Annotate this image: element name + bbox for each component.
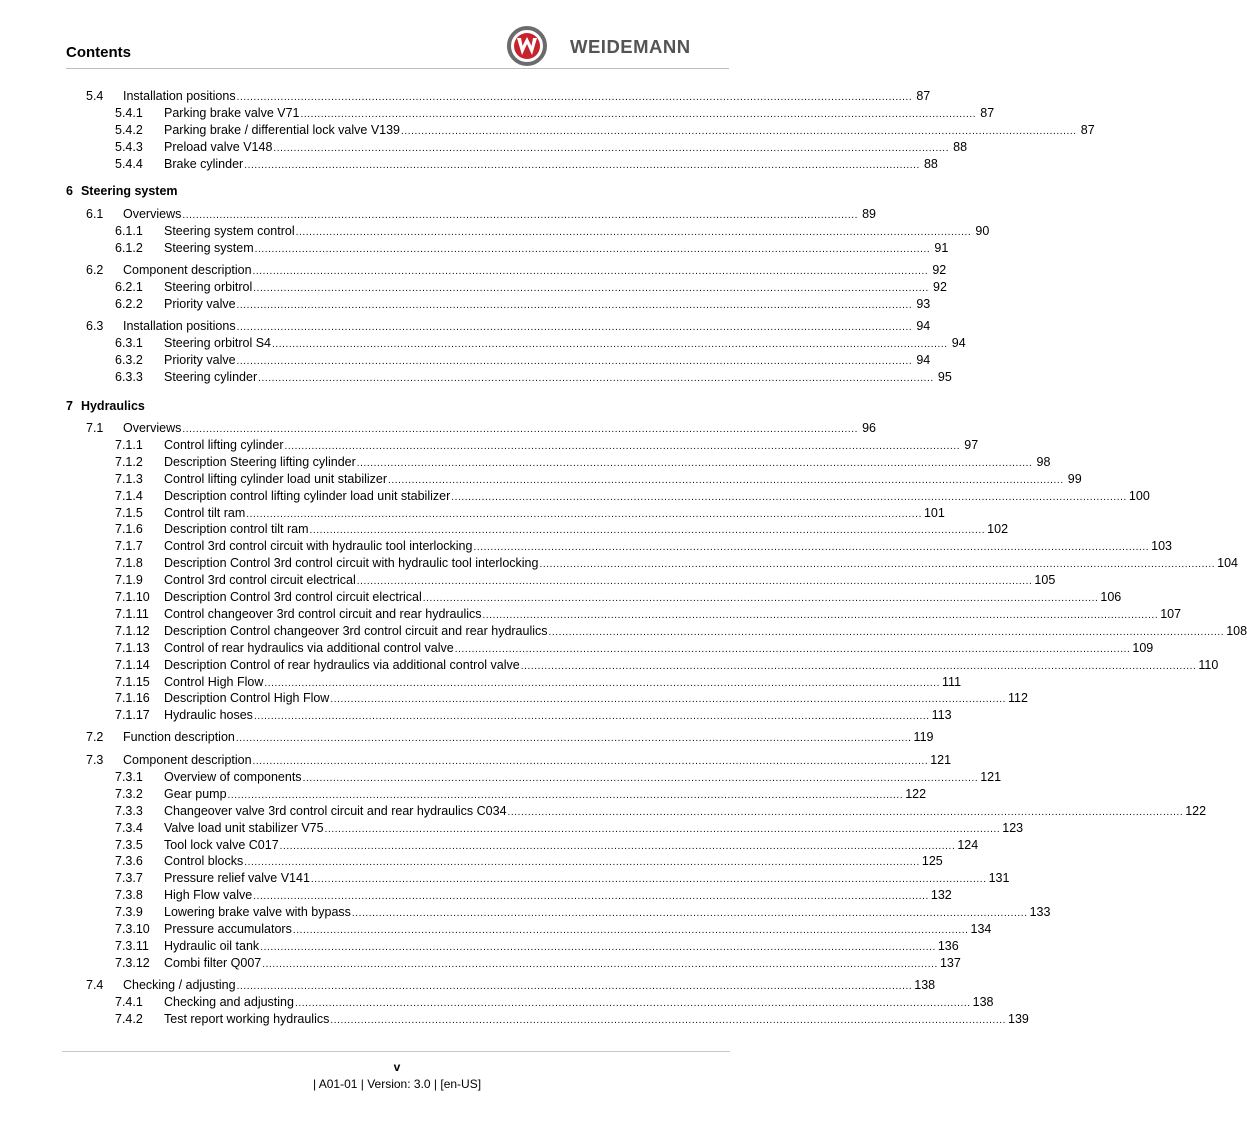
toc-entry[interactable] bbox=[115, 820, 1024, 836]
toc-entry-page: 119 bbox=[913, 730, 934, 744]
toc-dot-leader: ........................................................................................................................................................................................................ bbox=[252, 266, 929, 277]
toc-entry-number: 7.1.2 bbox=[115, 454, 143, 469]
toc-entry-number: 7.4 bbox=[86, 978, 104, 992]
toc-entry-number: 6.1.2 bbox=[115, 240, 143, 255]
toc-dot-leader: ........................................................................................................................................................................................................ bbox=[294, 997, 971, 1009]
toc-entry-title: Control High Flow bbox=[164, 674, 264, 689]
toc-entry-number: 6.2.1 bbox=[115, 279, 143, 294]
toc-entry-page: 87 bbox=[916, 89, 931, 103]
toc-dot-leader: ........................................................................................................................................................................................................ bbox=[260, 941, 936, 953]
toc-entry-title: Tool lock valve C017 bbox=[164, 837, 279, 852]
toc-entry-page: 92 bbox=[933, 279, 947, 294]
toc-dot-leader: ........................................................................................................................................................................................................ bbox=[284, 440, 961, 452]
toc-entry-title: Overview of components bbox=[164, 769, 302, 784]
toc-entry[interactable] bbox=[115, 803, 1207, 819]
toc-entry-page: 101 bbox=[923, 505, 945, 520]
toc-entry-title: Checking and adjusting bbox=[164, 994, 294, 1009]
toc-entry-title: Description control tilt ram bbox=[164, 522, 309, 537]
toc-entry-page: 131 bbox=[988, 871, 1010, 886]
toc-entry-number: 6.3.2 bbox=[115, 352, 143, 367]
toc-entry-title: Description Control changeover 3rd control circuit and rear hydraulics bbox=[164, 623, 548, 638]
weidemann-w-logo-icon bbox=[506, 26, 550, 66]
toc-dot-leader: ........................................................................................................................................................................................................ bbox=[253, 891, 929, 903]
toc-entry-number: 7.2 bbox=[86, 730, 104, 744]
toc-entry-page: 104 bbox=[1217, 556, 1238, 571]
toc-entry-number: 7.3.4 bbox=[115, 820, 143, 835]
toc-entry[interactable] bbox=[115, 870, 1010, 886]
toc-entry-title: Control 3rd control circuit electrical bbox=[164, 573, 356, 588]
toc-dot-leader: ........................................................................................................................................................................................................ bbox=[258, 372, 934, 384]
toc-entry[interactable] bbox=[86, 318, 931, 334]
toc-entry-page: 138 bbox=[972, 994, 994, 1009]
toc-entry-number: 7.4.1 bbox=[115, 994, 143, 1009]
toc-chapter-heading[interactable] bbox=[66, 397, 145, 415]
toc-entry-title: Priority valve bbox=[164, 352, 236, 367]
toc-entry[interactable] bbox=[115, 1011, 1029, 1027]
toc-entry[interactable] bbox=[86, 977, 936, 993]
toc-entry[interactable] bbox=[115, 122, 1095, 138]
toc-entry[interactable] bbox=[115, 488, 1150, 504]
toc-entry[interactable] bbox=[115, 505, 945, 521]
toc-entry-number: 6.1 bbox=[86, 207, 104, 221]
page-title: Contents bbox=[66, 44, 131, 61]
toc-entry-page: 138 bbox=[914, 978, 936, 992]
toc-entry-title: Steering orbitrol bbox=[164, 279, 253, 294]
toc-entry-page: 94 bbox=[951, 335, 966, 350]
toc-entry[interactable] bbox=[86, 88, 931, 104]
toc-entry[interactable] bbox=[115, 538, 1172, 554]
toc-entry-title: Description Control High Flow bbox=[164, 691, 330, 706]
toc-entry[interactable] bbox=[115, 938, 959, 954]
toc-entry-title: Description Control 3rd control circuit electrical bbox=[164, 590, 422, 604]
toc-entry[interactable] bbox=[115, 555, 1238, 571]
footer-divider bbox=[62, 1051, 730, 1052]
toc-entry-page: 107 bbox=[1160, 606, 1182, 621]
toc-entry-title: Hydraulic hoses bbox=[164, 708, 253, 723]
toc-dot-leader: ........................................................................................................................................................................................................ bbox=[236, 355, 913, 367]
chapter-number: 6 bbox=[66, 184, 73, 198]
toc-entry[interactable] bbox=[115, 853, 943, 869]
toc-entry-number: 7.1.9 bbox=[115, 573, 143, 588]
toc-dot-leader: ........................................................................................................................................................................................................ bbox=[351, 908, 1028, 920]
toc-entry-title: Test report working hydraulics bbox=[164, 1011, 330, 1026]
toc-entry-page: 87 bbox=[980, 105, 995, 120]
toc-entry-number: 7.1.3 bbox=[115, 471, 143, 486]
toc-dot-leader: ........................................................................................................................................................................................................ bbox=[539, 559, 1216, 571]
toc-entry-number: 7.1.15 bbox=[115, 674, 150, 689]
toc-dot-leader: ........................................................................................................................................................................................................ bbox=[253, 711, 930, 723]
toc-entry-page: 125 bbox=[921, 854, 943, 869]
toc-entry[interactable] bbox=[115, 640, 1154, 656]
toc-entry[interactable] bbox=[115, 240, 949, 256]
toc-entry-page: 110 bbox=[1198, 657, 1219, 672]
toc-dot-leader: ........................................................................................................................................................................................................ bbox=[309, 525, 986, 537]
toc-dot-leader: ........................................................................................................................................................................................................ bbox=[236, 92, 913, 103]
toc-entry-page: 139 bbox=[1008, 1011, 1029, 1026]
toc-entry-number: 7.1.8 bbox=[115, 556, 143, 571]
toc-dot-leader: ........................................................................................................................................................................................................ bbox=[295, 226, 972, 238]
toc-entry-title: Overviews bbox=[123, 207, 182, 221]
toc-entry-page: 133 bbox=[1029, 905, 1051, 920]
toc-entry-title: Parking brake valve V71 bbox=[164, 105, 300, 120]
toc-entry-title: Steering cylinder bbox=[164, 369, 258, 384]
toc-entry-page: 122 bbox=[905, 786, 927, 801]
toc-dot-leader: ........................................................................................................................................................................................................ bbox=[356, 576, 1033, 588]
toc-entry-title: Description Steering lifting cylinder bbox=[164, 454, 356, 469]
toc-entry[interactable] bbox=[115, 589, 1122, 605]
toc-dot-leader: ........................................................................................................................................................................................................ bbox=[244, 857, 920, 869]
toc-entry[interactable] bbox=[86, 420, 877, 436]
toc-entry-title: Parking brake / differential lock valve V139 bbox=[164, 122, 401, 137]
toc-entry[interactable] bbox=[115, 156, 938, 172]
toc-entry[interactable] bbox=[115, 994, 994, 1010]
toc-entry-page: 98 bbox=[1036, 454, 1051, 469]
toc-entry-title: Steering orbitrol S4 bbox=[164, 335, 272, 350]
toc-entry-page: 123 bbox=[1002, 820, 1024, 835]
toc-dot-leader: ........................................................................................................................................................................................................ bbox=[262, 958, 938, 970]
toc-entry-number: 7.4.2 bbox=[115, 1011, 143, 1026]
toc-entry[interactable] bbox=[115, 707, 952, 723]
toc-entry-title: Changeover valve 3rd control circuit and rear hydraulics C034 bbox=[164, 803, 507, 818]
toc-entry-number: 6.3 bbox=[86, 319, 104, 333]
toc-dot-leader: ........................................................................................................................................................................................................ bbox=[182, 424, 859, 435]
toc-dot-leader: ........................................................................................................................................................................................................ bbox=[548, 626, 1225, 638]
toc-entry[interactable] bbox=[115, 690, 1028, 706]
toc-entry[interactable] bbox=[115, 606, 1182, 622]
toc-entry-title: Preload valve V148 bbox=[164, 139, 273, 154]
chapter-title: Steering system bbox=[80, 184, 178, 198]
toc-dot-leader: ........................................................................................................................................................................................................ bbox=[236, 322, 913, 333]
toc-entry-number: 7.3.7 bbox=[115, 871, 143, 886]
brand-name: WEIDEMANN bbox=[570, 36, 691, 57]
toc-entry-page: 91 bbox=[934, 240, 949, 255]
toc-entry-number: 7.1.6 bbox=[115, 522, 143, 537]
toc-entry[interactable] bbox=[115, 674, 962, 690]
toc-dot-leader: ........................................................................................................................................................................................................ bbox=[388, 474, 1064, 486]
toc-entry-title: Control of rear hydraulics via additional control valve bbox=[164, 640, 454, 655]
toc-entry-number: 7.1.16 bbox=[115, 691, 150, 706]
toc-entry[interactable] bbox=[115, 454, 1051, 470]
toc-entry-page: 106 bbox=[1100, 590, 1122, 604]
toc-entry-number: 6.2 bbox=[86, 263, 104, 277]
toc-entry-page: 111 bbox=[942, 674, 962, 689]
toc-entry[interactable] bbox=[115, 521, 1009, 537]
toc-entry[interactable] bbox=[115, 904, 1051, 920]
toc-dot-leader: ........................................................................................................................................................................................................ bbox=[482, 609, 1159, 621]
toc-entry-page: 132 bbox=[930, 888, 952, 903]
toc-entry-page: 121 bbox=[930, 753, 952, 767]
toc-dot-leader: ........................................................................................................................................................................................................ bbox=[507, 806, 1184, 818]
toc-entry-page: 88 bbox=[923, 156, 938, 171]
toc-entry[interactable] bbox=[115, 955, 961, 971]
toc-entry[interactable] bbox=[115, 279, 947, 295]
toc-entry-page: 103 bbox=[1151, 539, 1172, 554]
brand-logo bbox=[506, 26, 721, 66]
toc-entry[interactable] bbox=[115, 352, 931, 368]
toc-entry[interactable] bbox=[115, 471, 1082, 487]
toc-entry-number: 5.4.1 bbox=[115, 105, 143, 120]
toc-entry[interactable] bbox=[115, 572, 1056, 588]
toc-entry-page: 105 bbox=[1034, 573, 1056, 588]
toc-entry-page: 93 bbox=[916, 296, 931, 311]
toc-entry-number: 6.2.2 bbox=[115, 296, 143, 311]
toc-entry[interactable] bbox=[115, 657, 1219, 673]
toc-entry-number: 7.1 bbox=[86, 421, 104, 435]
toc-entry[interactable] bbox=[115, 437, 979, 453]
chapter-title: Hydraulics bbox=[80, 399, 145, 413]
toc-entry-title: Function description bbox=[123, 730, 235, 744]
toc-entry-number: 7.1.17 bbox=[115, 708, 150, 723]
toc-entry-page: 100 bbox=[1128, 488, 1150, 503]
toc-entry-number: 7.1.4 bbox=[115, 488, 143, 503]
toc-entry-number: 7.1.13 bbox=[115, 640, 150, 655]
toc-entry-title: Control blocks bbox=[164, 854, 244, 869]
toc-dot-leader: ........................................................................................................................................................................................................ bbox=[330, 1014, 1007, 1026]
toc-entry-page: 122 bbox=[1185, 803, 1207, 818]
toc-entry-title: Installation positions bbox=[123, 89, 236, 103]
toc-entry-number: 7.3.11 bbox=[115, 938, 149, 953]
toc-entry[interactable] bbox=[115, 623, 1247, 639]
toc-dot-leader: ........................................................................................................................................................................................................ bbox=[451, 491, 1127, 503]
toc-entry[interactable] bbox=[86, 729, 934, 745]
toc-entry-title: Overviews bbox=[123, 421, 182, 435]
toc-dot-leader: ........................................................................................................................................................................................................ bbox=[182, 210, 859, 221]
toc-entry-number: 6.3.3 bbox=[115, 369, 143, 384]
toc-entry-title: Lowering brake valve with bypass bbox=[164, 905, 351, 920]
toc-dot-leader: ........................................................................................................................................................................................................ bbox=[252, 756, 929, 767]
toc-entry-title: Control lifting cylinder load unit stabilizer bbox=[164, 471, 388, 486]
toc-dot-leader: ........................................................................................................................................................................................................ bbox=[401, 125, 1077, 137]
toc-entry-title: Combi filter Q007 bbox=[164, 955, 262, 970]
toc-entry-number: 7.1.5 bbox=[115, 505, 143, 520]
toc-entry[interactable] bbox=[115, 887, 952, 903]
toc-dot-leader: ........................................................................................................................................................................................................ bbox=[253, 282, 929, 294]
toc-entry-number: 5.4.3 bbox=[115, 139, 143, 154]
toc-entry-title: Control changeover 3rd control circuit and rear hydraulics bbox=[164, 606, 482, 621]
toc-dot-leader: ........................................................................................................................................................................................................ bbox=[310, 874, 987, 886]
toc-entry[interactable] bbox=[115, 921, 992, 937]
toc-entry-number: 7.3.3 bbox=[115, 803, 143, 818]
toc-entry[interactable] bbox=[115, 786, 927, 802]
toc-entry[interactable] bbox=[86, 752, 952, 768]
toc-chapter-heading[interactable] bbox=[66, 182, 178, 200]
toc-entry-page: 94 bbox=[916, 319, 931, 333]
toc-entry-page: 87 bbox=[1080, 122, 1095, 137]
toc-entry-page: 102 bbox=[987, 522, 1009, 537]
toc-entry-number: 7.3.5 bbox=[115, 837, 143, 852]
toc-entry[interactable] bbox=[86, 262, 947, 278]
toc-entry[interactable] bbox=[115, 369, 952, 385]
toc-dot-leader: ........................................................................................................................................................................................................ bbox=[473, 542, 1150, 554]
toc-entry-page: 121 bbox=[980, 769, 1002, 784]
toc-entry-page: 108 bbox=[1226, 623, 1247, 638]
toc-entry-number: 7.3.1 bbox=[115, 769, 143, 784]
toc-dot-leader: ........................................................................................................................................................................................................ bbox=[520, 660, 1197, 672]
toc-dot-leader: ........................................................................................................................................................................................................ bbox=[279, 840, 956, 852]
document-version: | A01-01 | Version: 3.0 | [en-US] bbox=[312, 1077, 482, 1091]
toc-entry-number: 7.3.8 bbox=[115, 888, 143, 903]
toc-entry-number: 6.3.1 bbox=[115, 335, 143, 350]
toc-entry[interactable] bbox=[115, 335, 966, 351]
toc-entry[interactable] bbox=[86, 206, 877, 222]
toc-entry-page: 124 bbox=[957, 837, 979, 852]
toc-entry[interactable] bbox=[115, 837, 979, 853]
toc-dot-leader: ........................................................................................................................................................................................................ bbox=[292, 925, 969, 936]
chapter-number: 7 bbox=[66, 399, 73, 413]
toc-entry-number: 7.1.7 bbox=[115, 539, 143, 554]
toc-dot-leader: ........................................................................................................................................................................................................ bbox=[227, 789, 904, 801]
toc-entry-number: 7.3.10 bbox=[115, 922, 150, 936]
toc-entry[interactable] bbox=[115, 223, 990, 239]
toc-entry-page: 89 bbox=[862, 207, 877, 221]
toc-entry-number: 7.1.12 bbox=[115, 623, 150, 638]
toc-entry-title: High Flow valve bbox=[164, 888, 253, 903]
toc-entry[interactable] bbox=[115, 139, 968, 155]
toc-entry-page: 113 bbox=[931, 708, 952, 723]
toc-dot-leader: ........................................................................................................................................................................................................ bbox=[330, 694, 1007, 706]
toc-entry-page: 134 bbox=[970, 922, 992, 936]
toc-entry[interactable] bbox=[115, 296, 931, 312]
toc-entry-page: 95 bbox=[937, 369, 952, 384]
toc-entry-title: Description Control of rear hydraulics via additional control valve bbox=[164, 657, 520, 672]
toc-entry-title: Steering system control bbox=[164, 223, 295, 238]
toc-entry-title: Control lifting cylinder bbox=[164, 437, 284, 452]
toc-entry-page: 112 bbox=[1008, 691, 1028, 706]
toc-entry-title: Installation positions bbox=[123, 319, 236, 333]
toc-dot-leader: ........................................................................................................................................................................................................ bbox=[244, 159, 920, 171]
toc-entry-title: Description control lifting cylinder load unit stabilizer bbox=[164, 488, 451, 503]
toc-entry-title: Checking / adjusting bbox=[123, 978, 236, 992]
toc-entry-title: Hydraulic oil tank bbox=[164, 938, 260, 953]
toc-entry-title: Control 3rd control circuit with hydraulic tool interlocking bbox=[164, 539, 473, 554]
toc-dot-leader: ........................................................................................................................................................................................................ bbox=[254, 243, 931, 255]
toc-entry-title: Component description bbox=[123, 753, 252, 767]
toc-entry-title: Steering system bbox=[164, 240, 254, 255]
toc-entry-page: 88 bbox=[953, 139, 968, 154]
toc-dot-leader: ........................................................................................................................................................................................................ bbox=[302, 772, 979, 784]
toc-entry-number: 5.4 bbox=[86, 89, 104, 103]
toc-entry-number: 5.4.4 bbox=[115, 156, 143, 171]
toc-entry-title: Priority valve bbox=[164, 296, 236, 311]
toc-dot-leader: ........................................................................................................................................................................................................ bbox=[454, 643, 1131, 655]
toc-dot-leader: ........................................................................................................................................................................................................ bbox=[236, 299, 913, 311]
toc-entry-number: 7.1.10 bbox=[115, 590, 150, 604]
toc-entry-number: 7.1.11 bbox=[115, 606, 149, 621]
toc-entry-number: 7.3.12 bbox=[115, 955, 150, 970]
toc-entry-title: Pressure relief valve V141 bbox=[164, 871, 310, 886]
toc-entry-number: 7.3.9 bbox=[115, 905, 143, 920]
toc-entry-page: 99 bbox=[1067, 471, 1082, 486]
header-divider bbox=[66, 68, 729, 69]
toc-entry[interactable] bbox=[115, 769, 1002, 785]
toc-dot-leader: ........................................................................................................................................................................................................ bbox=[236, 981, 913, 992]
toc-entry-title: Pressure accumulators bbox=[164, 922, 292, 936]
toc-entry-title: Brake cylinder bbox=[164, 156, 244, 171]
toc-entry-page: 96 bbox=[862, 421, 877, 435]
toc-entry-page: 136 bbox=[937, 938, 959, 953]
toc-entry-number: 7.1.14 bbox=[115, 657, 150, 672]
toc-dot-leader: ........................................................................................................................................................................................................ bbox=[356, 457, 1033, 469]
toc-entry-page: 90 bbox=[975, 223, 990, 238]
toc-entry[interactable] bbox=[115, 105, 995, 121]
toc-entry-page: 137 bbox=[939, 955, 961, 970]
toc-entry-page: 109 bbox=[1132, 640, 1154, 655]
toc-dot-leader: ........................................................................................................................................................................................................ bbox=[273, 142, 950, 154]
toc-dot-leader: ........................................................................................................................................................................................................ bbox=[264, 677, 941, 689]
toc-entry-title: Valve load unit stabilizer V75 bbox=[164, 820, 324, 835]
toc-entry-number: 6.1.1 bbox=[115, 223, 143, 238]
toc-dot-leader: ........................................................................................................................................................................................................ bbox=[300, 108, 977, 120]
toc-entry-title: Description Control 3rd control circuit with hydraulic tool interlocking bbox=[164, 556, 539, 571]
toc-dot-leader: ........................................................................................................................................................................................................ bbox=[422, 593, 1099, 604]
toc-entry-number: 5.4.2 bbox=[115, 122, 143, 137]
toc-entry-number: 7.3 bbox=[86, 753, 104, 767]
toc-dot-leader: ........................................................................................................................................................................................................ bbox=[324, 823, 1001, 835]
toc-entry-title: Control tilt ram bbox=[164, 505, 246, 520]
toc-dot-leader: ........................................................................................................................................................................................................ bbox=[272, 338, 948, 350]
toc-entry-page: 94 bbox=[916, 352, 931, 367]
toc-entry-title: Gear pump bbox=[164, 786, 227, 801]
toc-entry-page: 92 bbox=[932, 263, 947, 277]
page-number: v bbox=[393, 1060, 401, 1074]
toc-entry-number: 7.3.2 bbox=[115, 786, 143, 801]
toc-entry-number: 7.3.6 bbox=[115, 854, 143, 869]
toc-entry-title: Component description bbox=[123, 263, 252, 277]
toc-entry-number: 7.1.1 bbox=[115, 437, 143, 452]
toc-entry-page: 97 bbox=[964, 437, 979, 452]
toc-dot-leader: ........................................................................................................................................................................................................ bbox=[246, 508, 922, 520]
toc-dot-leader: ........................................................................................................................................................................................................ bbox=[235, 733, 912, 744]
